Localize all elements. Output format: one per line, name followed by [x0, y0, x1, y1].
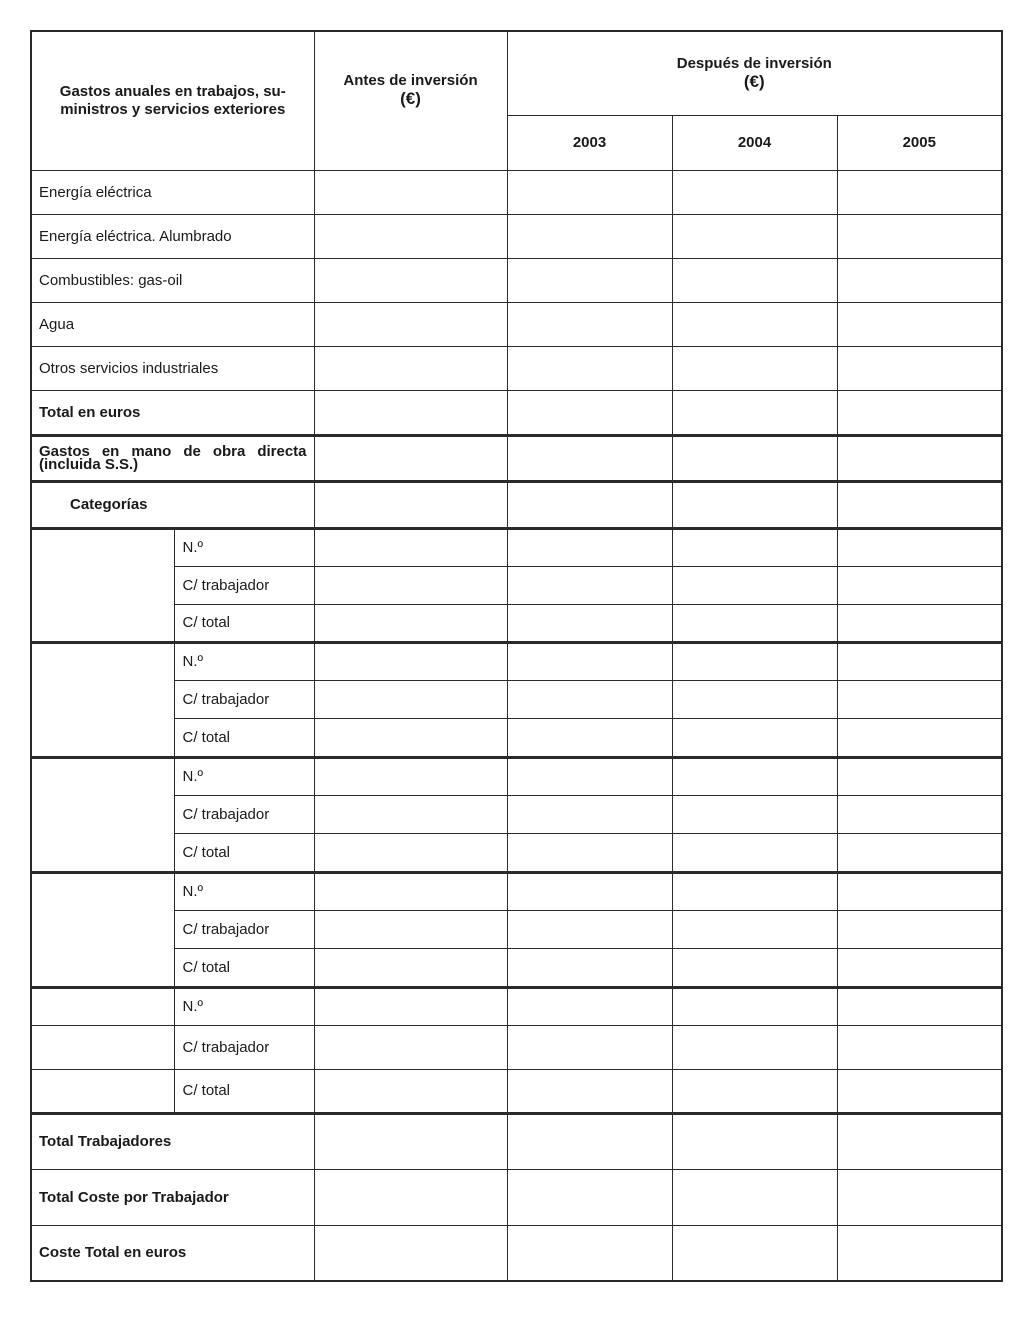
input-cell[interactable] — [672, 872, 837, 910]
input-cell[interactable] — [837, 1025, 1002, 1069]
input-cell[interactable] — [507, 481, 672, 528]
input-cell[interactable] — [314, 910, 507, 948]
input-cell[interactable] — [672, 346, 837, 390]
input-cell[interactable] — [837, 481, 1002, 528]
table-row — [31, 1225, 1002, 1281]
input-cell[interactable] — [314, 214, 507, 258]
input-cell[interactable] — [672, 566, 837, 604]
input-cell[interactable] — [507, 718, 672, 757]
input-cell[interactable] — [314, 1025, 507, 1069]
input-cell[interactable] — [837, 795, 1002, 833]
input-cell[interactable] — [672, 481, 837, 528]
input-cell[interactable] — [837, 948, 1002, 987]
category-sub-label: C/ total — [174, 718, 314, 757]
table-row — [31, 302, 1002, 346]
input-cell[interactable] — [837, 757, 1002, 795]
input-cell[interactable] — [507, 642, 672, 680]
header-concept-line2: ministros y servicios exteriores — [60, 100, 286, 118]
table-row — [31, 435, 1002, 481]
header-concept — [31, 31, 314, 170]
input-cell[interactable] — [672, 390, 837, 435]
input-cell[interactable] — [672, 987, 837, 1025]
input-cell[interactable] — [672, 302, 837, 346]
input-cell[interactable] — [672, 214, 837, 258]
input-cell[interactable] — [314, 390, 507, 435]
table-row — [31, 987, 1002, 1025]
table-row — [31, 680, 1002, 718]
year-header-2005: 2005 — [837, 115, 1002, 170]
table-row — [31, 481, 1002, 528]
input-cell[interactable] — [837, 566, 1002, 604]
input-cell[interactable] — [507, 795, 672, 833]
total-label: Coste Total en euros — [31, 1225, 314, 1281]
input-cell[interactable] — [672, 833, 837, 872]
input-cell[interactable] — [507, 170, 672, 214]
input-cell[interactable] — [672, 680, 837, 718]
input-cell[interactable] — [672, 910, 837, 948]
input-cell[interactable] — [314, 872, 507, 910]
input-cell[interactable] — [837, 1225, 1002, 1281]
input-cell[interactable] — [507, 1113, 672, 1169]
input-cell[interactable] — [314, 435, 507, 481]
category-sub-label: C/ trabajador — [174, 1025, 314, 1069]
header-after-investment — [507, 31, 1002, 115]
input-cell[interactable] — [672, 948, 837, 987]
input-cell[interactable] — [672, 1069, 837, 1113]
input-cell[interactable] — [314, 680, 507, 718]
table-row — [31, 214, 1002, 258]
input-cell[interactable] — [837, 910, 1002, 948]
header-before-unit: (€) — [400, 89, 421, 108]
input-cell[interactable] — [507, 948, 672, 987]
table-row — [31, 346, 1002, 390]
input-cell[interactable] — [314, 642, 507, 680]
input-cell[interactable] — [507, 435, 672, 481]
input-cell[interactable] — [837, 872, 1002, 910]
category-name-cell[interactable] — [31, 757, 174, 872]
table-row — [31, 258, 1002, 302]
labour-title-line2: (incluida S.S.) — [39, 456, 139, 473]
input-cell[interactable] — [314, 1225, 507, 1281]
category-name-cell[interactable] — [31, 1025, 174, 1069]
table-row — [31, 1113, 1002, 1169]
category-name-cell[interactable] — [31, 987, 174, 1025]
input-cell[interactable] — [507, 604, 672, 642]
table-row — [31, 1025, 1002, 1069]
category-name-cell[interactable] — [31, 642, 174, 757]
total-label: Total Trabajadores — [31, 1113, 314, 1169]
input-cell[interactable] — [837, 390, 1002, 435]
input-cell[interactable] — [507, 987, 672, 1025]
category-sub-label: C/ trabajador — [174, 795, 314, 833]
input-cell[interactable] — [507, 258, 672, 302]
header-after-label: Después de inversión — [676, 55, 832, 73]
table-row — [31, 718, 1002, 757]
labour-title-line1: Gastos en mano de obra directa — [39, 443, 307, 460]
input-cell[interactable] — [672, 258, 837, 302]
service-label: Otros servicios industriales — [31, 346, 314, 390]
input-cell[interactable] — [314, 170, 507, 214]
header-after-unit: (€) — [743, 72, 765, 92]
input-cell[interactable] — [314, 302, 507, 346]
input-cell[interactable] — [507, 910, 672, 948]
input-cell[interactable] — [314, 987, 507, 1025]
input-cell[interactable] — [837, 346, 1002, 390]
input-cell[interactable] — [314, 948, 507, 987]
input-cell[interactable] — [837, 1069, 1002, 1113]
input-cell[interactable] — [507, 1025, 672, 1069]
header-before-label: Antes de inversión — [343, 72, 478, 89]
input-cell[interactable] — [837, 604, 1002, 642]
input-cell[interactable] — [507, 680, 672, 718]
service-label: Energía eléctrica — [31, 170, 314, 214]
input-cell[interactable] — [837, 302, 1002, 346]
table-row — [31, 833, 1002, 872]
input-cell[interactable] — [837, 680, 1002, 718]
input-cell[interactable] — [507, 346, 672, 390]
input-cell[interactable] — [314, 1069, 507, 1113]
table-row — [31, 566, 1002, 604]
input-cell[interactable] — [507, 390, 672, 435]
input-cell[interactable] — [672, 795, 837, 833]
input-cell[interactable] — [672, 1225, 837, 1281]
table-row — [31, 1169, 1002, 1225]
category-name-cell[interactable] — [31, 1069, 174, 1113]
category-sub-label: C/ total — [174, 1069, 314, 1113]
input-cell[interactable] — [837, 1113, 1002, 1169]
input-cell[interactable] — [507, 1069, 672, 1113]
input-cell[interactable] — [672, 718, 837, 757]
labour-title — [31, 435, 314, 481]
service-label: Combustibles: gas-oil — [31, 258, 314, 302]
input-cell[interactable] — [672, 642, 837, 680]
input-cell[interactable] — [314, 757, 507, 795]
input-cell[interactable] — [672, 757, 837, 795]
service-label: Energía eléctrica. Alumbrado — [31, 214, 314, 258]
input-cell[interactable] — [314, 795, 507, 833]
header-concept-line1: Gastos anuales en trabajos, su- — [59, 82, 286, 100]
input-cell[interactable] — [672, 1025, 837, 1069]
input-cell[interactable] — [314, 1169, 507, 1225]
input-cell[interactable] — [837, 528, 1002, 566]
table-row — [31, 604, 1002, 642]
input-cell[interactable] — [672, 1113, 837, 1169]
table-row — [31, 795, 1002, 833]
input-cell[interactable] — [837, 258, 1002, 302]
input-cell[interactable] — [507, 1169, 672, 1225]
total-services-label: Total en euros — [31, 390, 314, 435]
input-cell[interactable] — [672, 1169, 837, 1225]
input-cell[interactable] — [507, 302, 672, 346]
table-row — [31, 170, 1002, 214]
input-cell[interactable] — [672, 528, 837, 566]
input-cell[interactable] — [837, 642, 1002, 680]
input-cell[interactable] — [507, 872, 672, 910]
input-cell[interactable] — [314, 346, 507, 390]
input-cell[interactable] — [507, 214, 672, 258]
input-cell[interactable] — [314, 258, 507, 302]
total-label: Total Coste por Trabajador — [31, 1169, 314, 1225]
input-cell[interactable] — [314, 528, 507, 566]
category-sub-label: N.º — [174, 528, 314, 566]
table-row — [31, 528, 1002, 566]
input-cell[interactable] — [837, 214, 1002, 258]
input-cell[interactable] — [507, 757, 672, 795]
input-cell[interactable] — [314, 718, 507, 757]
table-row — [31, 948, 1002, 987]
input-cell[interactable] — [507, 528, 672, 566]
category-sub-label: N.º — [174, 642, 314, 680]
input-cell[interactable] — [314, 481, 507, 528]
categories-label: Categorías — [31, 481, 314, 528]
input-cell[interactable] — [314, 604, 507, 642]
category-sub-label: C/ trabajador — [174, 680, 314, 718]
input-cell[interactable] — [837, 718, 1002, 757]
category-sub-label: C/ trabajador — [174, 566, 314, 604]
category-sub-label: N.º — [174, 757, 314, 795]
year-header-2004: 2004 — [672, 115, 837, 170]
table-row — [31, 1069, 1002, 1113]
input-cell[interactable] — [837, 1169, 1002, 1225]
table-row — [31, 757, 1002, 795]
input-cell[interactable] — [314, 566, 507, 604]
expenses-table — [30, 30, 1003, 1282]
input-cell[interactable] — [507, 833, 672, 872]
year-header-2003: 2003 — [507, 115, 672, 170]
input-cell[interactable] — [672, 170, 837, 214]
header-before-investment — [314, 31, 507, 170]
input-cell[interactable] — [507, 1225, 672, 1281]
category-sub-label: C/ total — [174, 833, 314, 872]
input-cell[interactable] — [314, 833, 507, 872]
category-sub-label: C/ trabajador — [174, 910, 314, 948]
input-cell[interactable] — [672, 435, 837, 481]
input-cell[interactable] — [507, 566, 672, 604]
service-label: Agua — [31, 302, 314, 346]
table-row — [31, 872, 1002, 910]
category-sub-label: C/ total — [174, 948, 314, 987]
category-name-cell[interactable] — [31, 872, 174, 987]
input-cell[interactable] — [837, 987, 1002, 1025]
input-cell[interactable] — [837, 170, 1002, 214]
category-name-cell[interactable] — [31, 528, 174, 642]
table-row — [31, 390, 1002, 435]
input-cell[interactable] — [837, 435, 1002, 481]
input-cell[interactable] — [672, 604, 837, 642]
table-row — [31, 642, 1002, 680]
table-row — [31, 910, 1002, 948]
category-sub-label: C/ total — [174, 604, 314, 642]
input-cell[interactable] — [314, 1113, 507, 1169]
category-sub-label: N.º — [174, 987, 314, 1025]
category-sub-label: N.º — [174, 872, 314, 910]
input-cell[interactable] — [837, 833, 1002, 872]
